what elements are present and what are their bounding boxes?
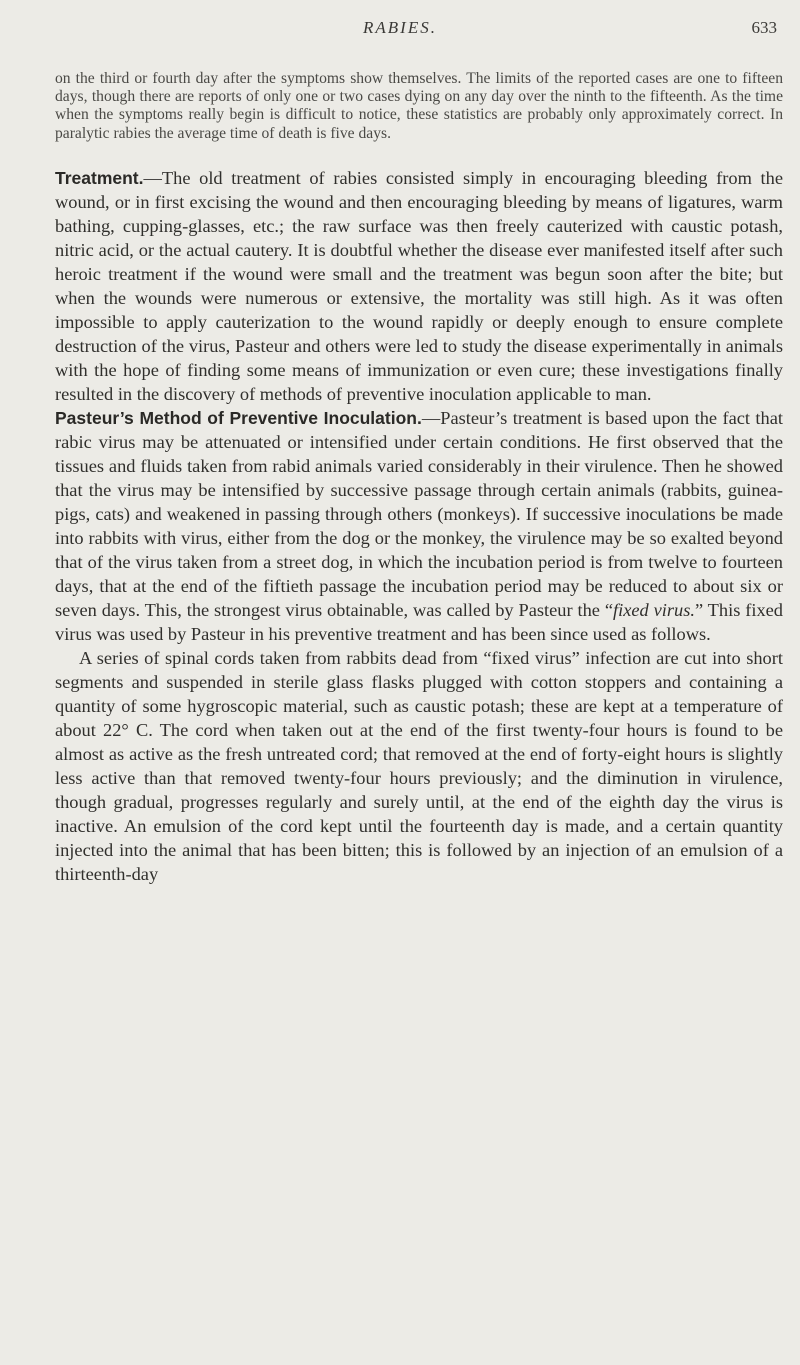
main-text <box>55 166 783 886</box>
intro-paragraph: on the third or fourth day after the symptoms show themselves. The limits of the reported cases are one to fifteen days, though there are reports of only one or two cases dying on any day over the ninth to the fifteenth. As the time when the symptoms really begin is difficult to notice, these statistics are probably only approximately correct. In paralytic rabies the average time of death is five days. <box>55 70 783 142</box>
pasteur-method-paragraph <box>55 406 783 646</box>
treatment-body: —The old treatment of rabies consisted simply in encouraging bleeding from the wound, or in first excising the wound and then encouraging bleeding by means of ligatures, warm bathing, cupping-glasses, etc.; the raw surface was then freely cauterized with caustic potash, nitric acid, or the actual cautery. It is doubtful whether the disease ever manifested itself after such heroic treatment if the wound were small and the treatment was begun soon after the bite; but when the wounds were numerous or extensive, the mortality was still high. As it was often impossible to apply cauterization to the wound rapidly or deeply enough to ensure complete destruction of the virus, Pasteur and others were led to study the disease experimentally in animals with the hope of finding some means of immunization or even cure; these investigations finally resulted in the discovery of methods of preventive inoculation applicable to man. <box>55 168 783 404</box>
treatment-heading: Treatment. <box>55 168 144 188</box>
running-header <box>0 18 800 44</box>
spinal-cords-paragraph: A series of spinal cords taken from rabbits dead from “fixed virus” infection are cut into short segments and suspended in sterile glass flasks plugged with cotton stoppers and containing a quantity of some hygroscopic material, such as caustic potash; these are kept at a temperature of about 22° C. The cord when taken out at the end of the first twenty-four hours is found to be almost as active as the fresh untreated cord; that removed at the end of forty-eight hours is slightly less active than that removed twenty-four hours previously; and the diminution in virulence, though gradual, progresses regularly and surely until, at the end of the eighth day the virus is inactive. An emulsion of the cord kept until the fourteenth day is made, and a certain quantity injected into the animal that has been bitten; this is followed by an injection of an emulsion of a thirteenth-day <box>55 648 783 884</box>
running-title: RABIES. <box>363 18 437 37</box>
pasteur-method-body: —Pasteur’s treatment is based upon the fact that rabic virus may be attenuated or intensified under certain conditions. He first observed that the tissues and fluids taken from rabid animals varied considerably in their virulence. Then he showed that the virus may be intensified by successive passage through certain animals (rabbits, guinea-pigs, cats) and weakened in passing through others (monkeys). If successive inoculations be made into rabbits with virus, either from the dog or the monkey, the virulence may be so exalted beyond that of the virus taken from a street dog, in which the incubation period is from twelve to fourteen days, that at the end of the fiftieth passage the incubation period may be reduced to about six or seven days. This, the strongest virus obtainable, was called by Pasteur the “ <box>55 408 783 620</box>
pasteur-method-heading: Pasteur’s Method of Preventive Inoculation. <box>55 408 422 428</box>
fixed-virus-term: fixed virus. <box>612 600 695 620</box>
page-number: 633 <box>751 18 777 37</box>
treatment-paragraph <box>55 166 783 406</box>
pasteur-method-body-end: ” This fixed virus was used by Pasteur in his preventive treatment and has been since used as follows. <box>55 600 784 644</box>
